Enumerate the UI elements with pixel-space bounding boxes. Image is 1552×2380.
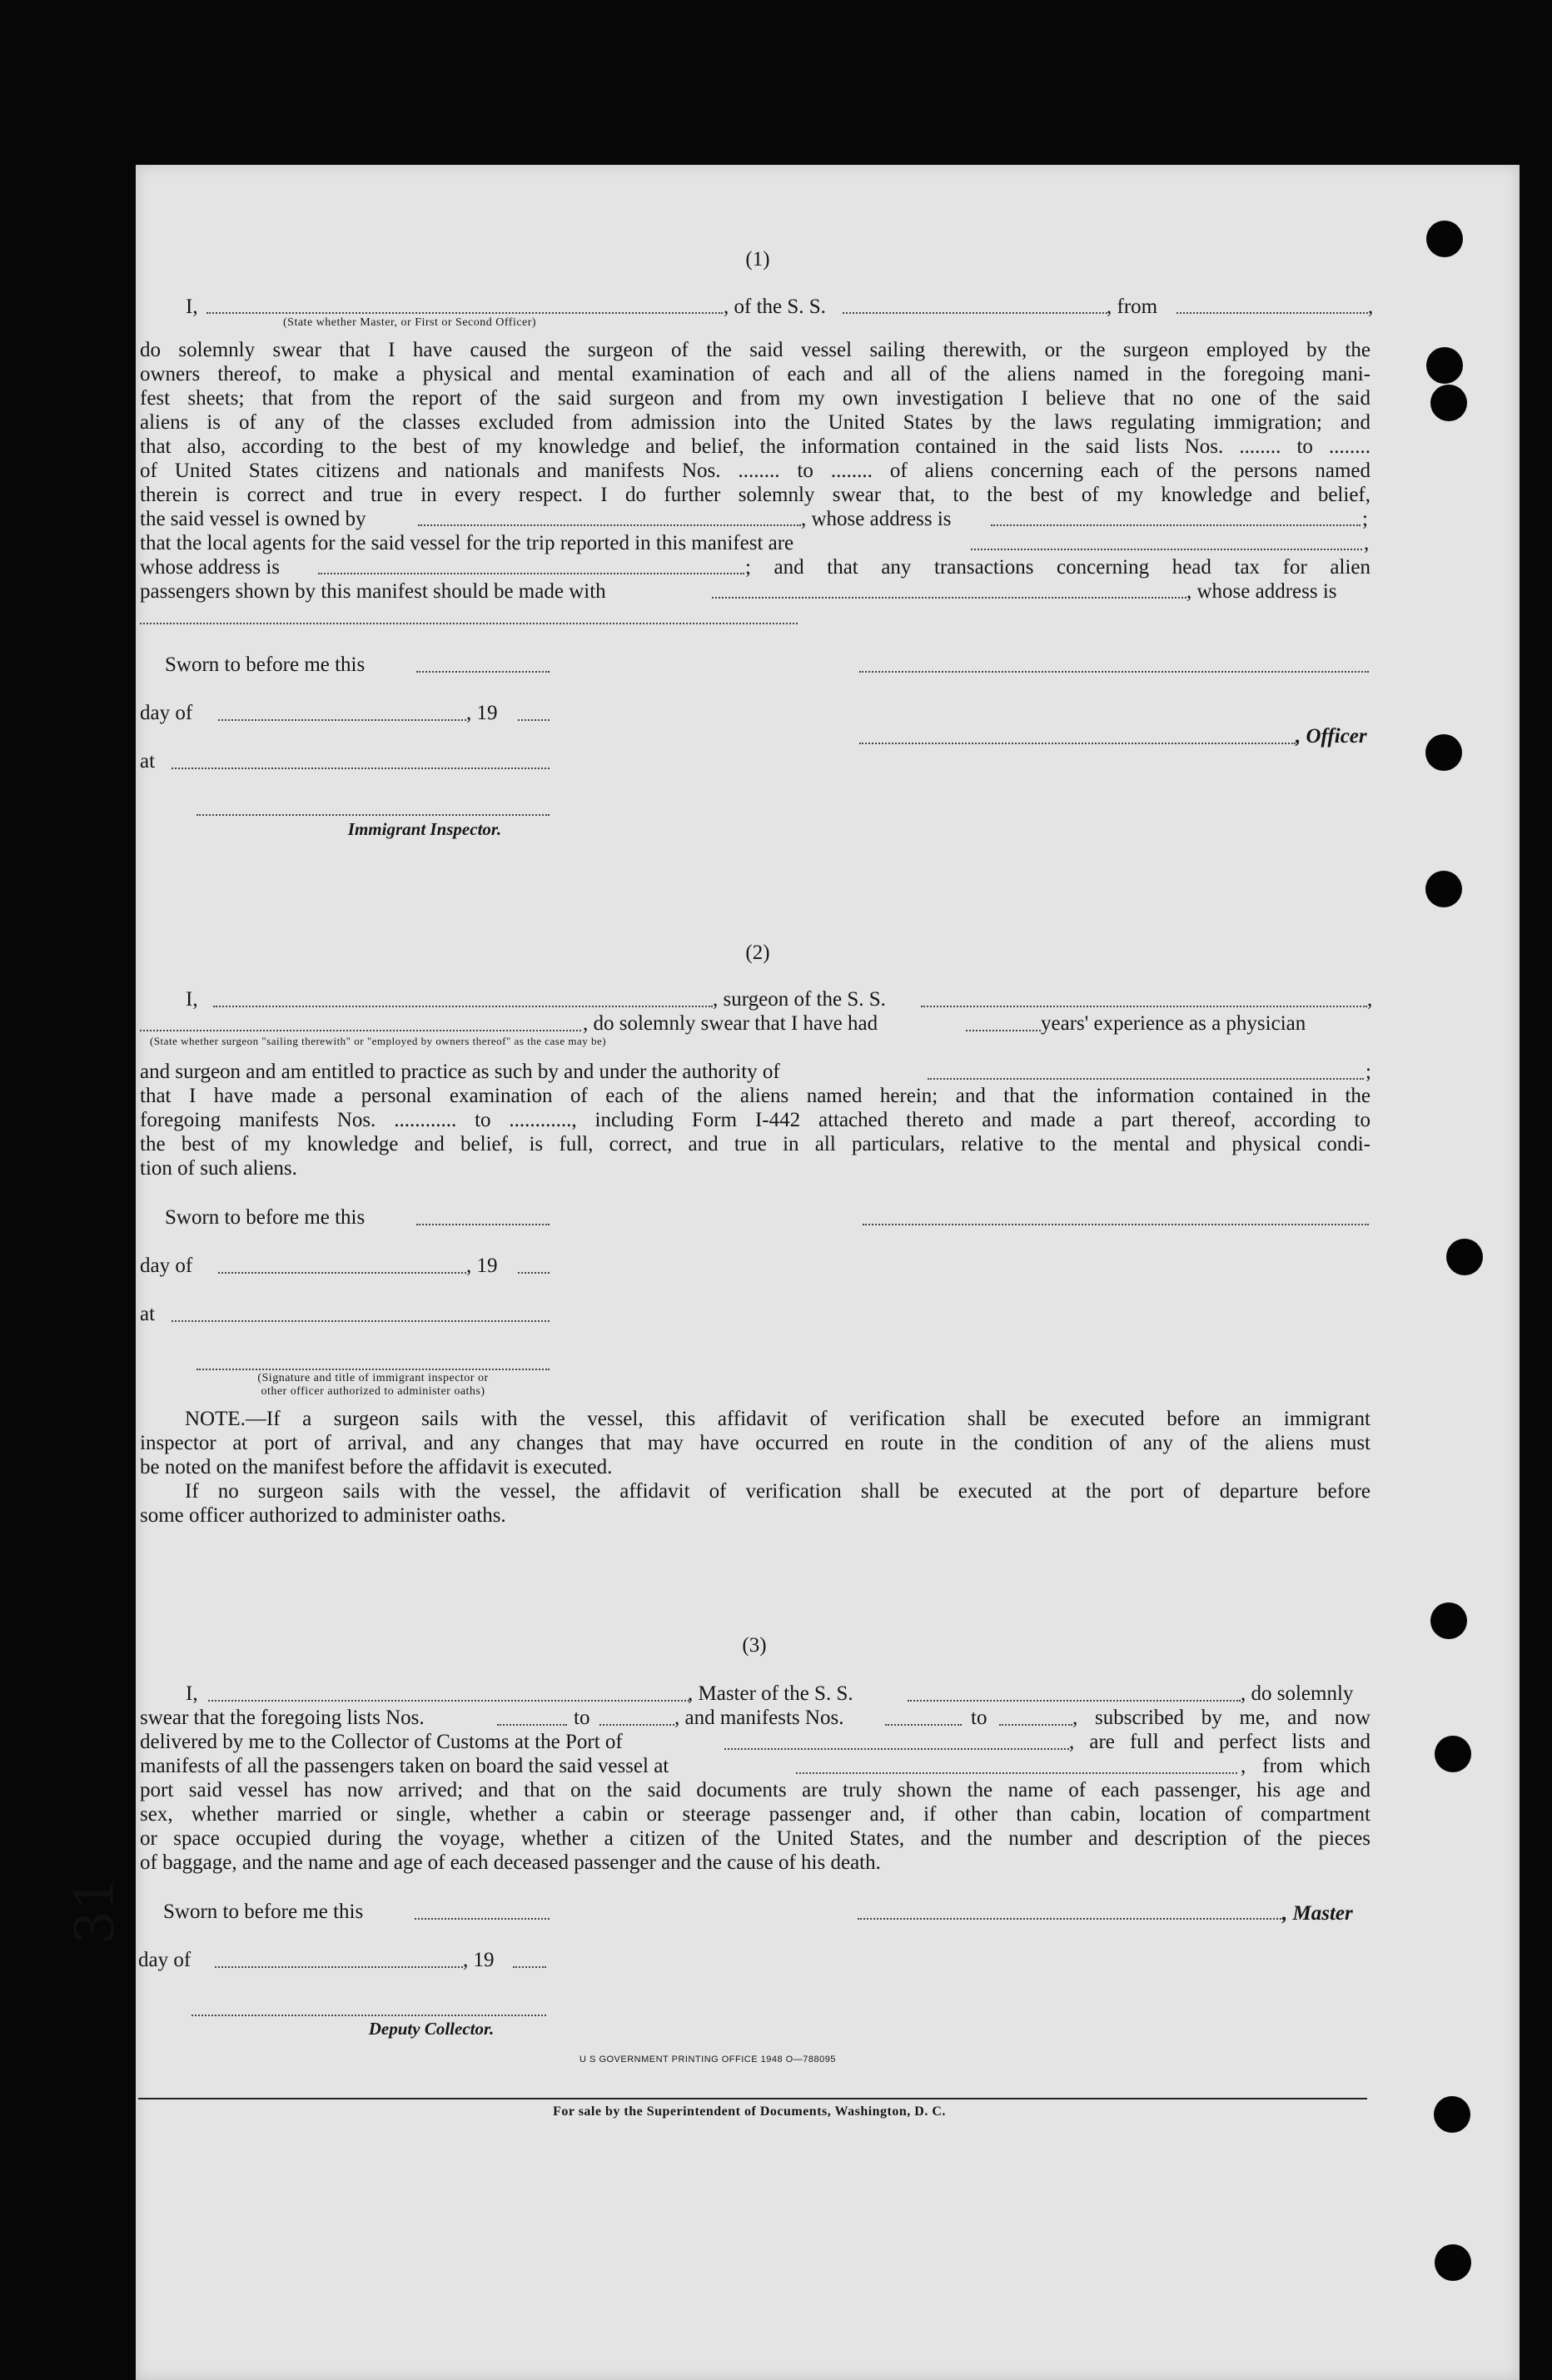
blank-line (991, 524, 1360, 526)
text: , Master of the S. S. (688, 1682, 853, 1705)
binder-hole (1425, 871, 1462, 907)
text: , 19 (466, 702, 498, 724)
paragraph-line: port said vessel has now arrived; and that on the said documents are truly shown the name of each passenger, his age and (140, 1779, 1370, 1801)
signature-line (859, 743, 1296, 744)
text: swear that the foregoing lists Nos. (140, 1707, 425, 1729)
section-number: (1) (745, 248, 770, 271)
field-hint: (Signature and title of immigrant inspector or (257, 1372, 489, 1384)
blank-line (497, 1724, 567, 1726)
text: day of (138, 1949, 192, 1971)
paragraph-line: that I have made a personal examination of each of the aliens named herein; and that the information contained in the (140, 1085, 1370, 1107)
blank-line (843, 312, 1107, 314)
text: manifests of all the passengers taken on board the said vessel at (140, 1755, 669, 1777)
text: , surgeon of the S. S. (713, 988, 886, 1011)
text: , (1368, 296, 1374, 318)
blank-line (415, 1918, 550, 1920)
binder-hole (1430, 1602, 1467, 1639)
for-sale-note: For sale by the Superintendent of Documents, Washington, D. C. (553, 2104, 946, 2119)
paragraph-line: therein is correct and true in every respect. I do further solemnly swear that, to the best of my knowledge and belief, (140, 484, 1370, 506)
text: , subscribed by me, and now (1072, 1707, 1370, 1729)
blank-line (908, 1700, 1241, 1702)
blank-line (172, 1320, 550, 1322)
blank-line (213, 1006, 713, 1007)
text: to (971, 1707, 987, 1729)
note-line: be noted on the manifest before the affidavit is executed. (140, 1456, 613, 1478)
text: , whose address is (1186, 580, 1337, 603)
section-number: (3) (742, 1634, 767, 1657)
binder-hole (1430, 385, 1467, 421)
field-hint: (State whether surgeon "sailing therewith" or "employed by owners thereof" as the case may be) (150, 1035, 607, 1047)
blank-line (513, 1966, 546, 1968)
signature-label: , Master (1282, 1902, 1353, 1925)
text: at (140, 1303, 156, 1325)
blank-line (206, 312, 723, 314)
signature-label: , Officer (1296, 725, 1367, 748)
text: the said vessel is owned by (140, 508, 366, 530)
text: ; and that any transactions concerning head tax for alien (745, 556, 1370, 579)
paragraph-line: of United States citizens and nationals and manifests Nos. ........ to ........ of aliens concerning each of the persons named (140, 460, 1370, 482)
signature-label: Immigrant Inspector. (347, 819, 502, 839)
blank-line (416, 1224, 550, 1225)
blank-line (724, 1748, 1069, 1750)
text: at (140, 750, 156, 773)
handwritten-margin-note: 31 (64, 1876, 127, 1945)
signature-line (858, 1918, 1284, 1920)
blank-line (921, 1006, 1367, 1007)
paragraph-line: do solemnly swear that I have caused the surgeon of the said vessel sailing therewith, or the surgeon employed by the (140, 339, 1370, 361)
field-hint: (State whether Master, or First or Second Officer) (283, 316, 537, 329)
blank-line (140, 1030, 581, 1031)
blank-line (215, 1966, 463, 1968)
text: years' experience as a physician (1041, 1012, 1306, 1035)
text: , of the S. S. (724, 296, 826, 318)
text: , do solemnly (1241, 1682, 1354, 1705)
text: , 19 (463, 1949, 495, 1971)
blank-line (796, 1772, 1237, 1774)
text: Sworn to before me this (165, 653, 366, 676)
blank-line (518, 1272, 550, 1274)
paragraph-line: foregoing manifests Nos. ............ to ............, including Form I-442 attached thereto and made a part thereof, according to (140, 1109, 1370, 1131)
text: , (1367, 988, 1373, 1011)
blank-line (416, 671, 550, 673)
signature-label: Deputy Collector. (368, 2019, 495, 2039)
binder-hole (1446, 1239, 1483, 1275)
paragraph-line: or space occupied during the voyage, whether a citizen of the United States, and the number and description of the pieces (140, 1827, 1370, 1850)
blank-line (999, 1724, 1072, 1726)
paragraph-line: sex, whether married or single, whether a cabin or steerage passenger and, if other than cabin, location of compartment (140, 1803, 1370, 1826)
section-number: (2) (745, 942, 770, 964)
note-line: some officer authorized to administer oaths. (140, 1504, 506, 1527)
note-line: inspector at port of arrival, and any changes that may have occurred en route in the condition of any of the aliens must (140, 1432, 1370, 1454)
text: tion of such aliens. (140, 1157, 297, 1180)
text: , from which (1241, 1755, 1370, 1777)
blank-line (599, 1724, 674, 1726)
blank-line (928, 1078, 1364, 1080)
binder-hole (1435, 1736, 1471, 1772)
binder-hole (1434, 2096, 1470, 2133)
paragraph-line: owners thereof, to make a physical and mental examination of each and all of the aliens named in the foregoing mani- (140, 363, 1370, 385)
paragraph-line: aliens is of any of the classes excluded from admission into the United States by the laws regulating immigration; and (140, 411, 1370, 434)
text: I, (186, 296, 198, 318)
text: ; (1362, 508, 1368, 530)
signature-line (859, 671, 1369, 673)
text: , (1364, 532, 1370, 554)
text: and surgeon and am entitled to practice as such by and under the authority of (140, 1061, 780, 1083)
text: , are full and perfect lists and (1069, 1731, 1370, 1753)
blank-line (885, 1724, 962, 1726)
text: , and manifests Nos. (674, 1707, 844, 1729)
text: , whose address is (801, 508, 952, 530)
text: of baggage, and the name and age of each deceased passenger and the cause of his death. (140, 1851, 881, 1874)
note-line: NOTE.—If a surgeon sails with the vessel, this affidavit of verification shall be executed before an immigrant (185, 1408, 1370, 1430)
blank-line (218, 719, 466, 721)
text: ; (1365, 1061, 1371, 1083)
binder-hole (1425, 734, 1462, 771)
text: I, (186, 988, 198, 1011)
blank-line (418, 524, 801, 526)
text: day of (140, 702, 193, 724)
text: passengers shown by this manifest should be made with (140, 580, 606, 603)
binder-hole (1426, 347, 1463, 384)
blank-line (172, 768, 550, 769)
blank-line (966, 1030, 1041, 1031)
blank-line (971, 549, 1362, 550)
paragraph-line: the best of my knowledge and belief, is full, correct, and true in all particulars, relative to the mental and physical condi- (140, 1133, 1370, 1155)
text: Sworn to before me this (165, 1206, 366, 1229)
binder-hole (1435, 2244, 1471, 2281)
blank-line (140, 623, 798, 624)
paragraph-line: that also, according to the best of my knowledge and belief, the information contained in the said lists Nos. ........ to ........ (140, 435, 1370, 458)
printer-imprint: U S GOVERNMENT PRINTING OFFICE 1948 O—788095 (580, 2055, 836, 2064)
text: to (574, 1707, 590, 1729)
text: , from (1107, 296, 1158, 318)
blank-line (1176, 312, 1368, 314)
note-line: If no surgeon sails with the vessel, the affidavit of verification shall be executed at the port of departure before (185, 1480, 1370, 1503)
text: delivered by me to the Collector of Customs at the Port of (140, 1731, 623, 1753)
text: that the local agents for the said vessel for the trip reported in this manifest are (140, 532, 794, 554)
signature-line (192, 2015, 546, 2016)
blank-line (518, 719, 550, 721)
blank-line (318, 573, 744, 574)
text: , do solemnly swear that I have had (583, 1012, 878, 1035)
signature-line (196, 814, 550, 816)
field-hint: other officer authorized to administer oaths) (261, 1385, 485, 1398)
signature-line (196, 1369, 550, 1370)
text: I, (186, 1682, 198, 1705)
paragraph-line: fest sheets; that from the report of the said surgeon and from my own investigation I believe that no one of the said (140, 387, 1370, 410)
text: Sworn to before me this (163, 1901, 364, 1923)
binder-hole (1426, 221, 1463, 257)
signature-line (863, 1224, 1369, 1225)
text: whose address is (140, 556, 281, 579)
text: , 19 (466, 1255, 498, 1277)
blank-line (218, 1272, 466, 1274)
footer-rule (138, 2098, 1367, 2099)
blank-line (208, 1700, 689, 1702)
blank-line (712, 597, 1186, 599)
text: day of (140, 1255, 193, 1277)
